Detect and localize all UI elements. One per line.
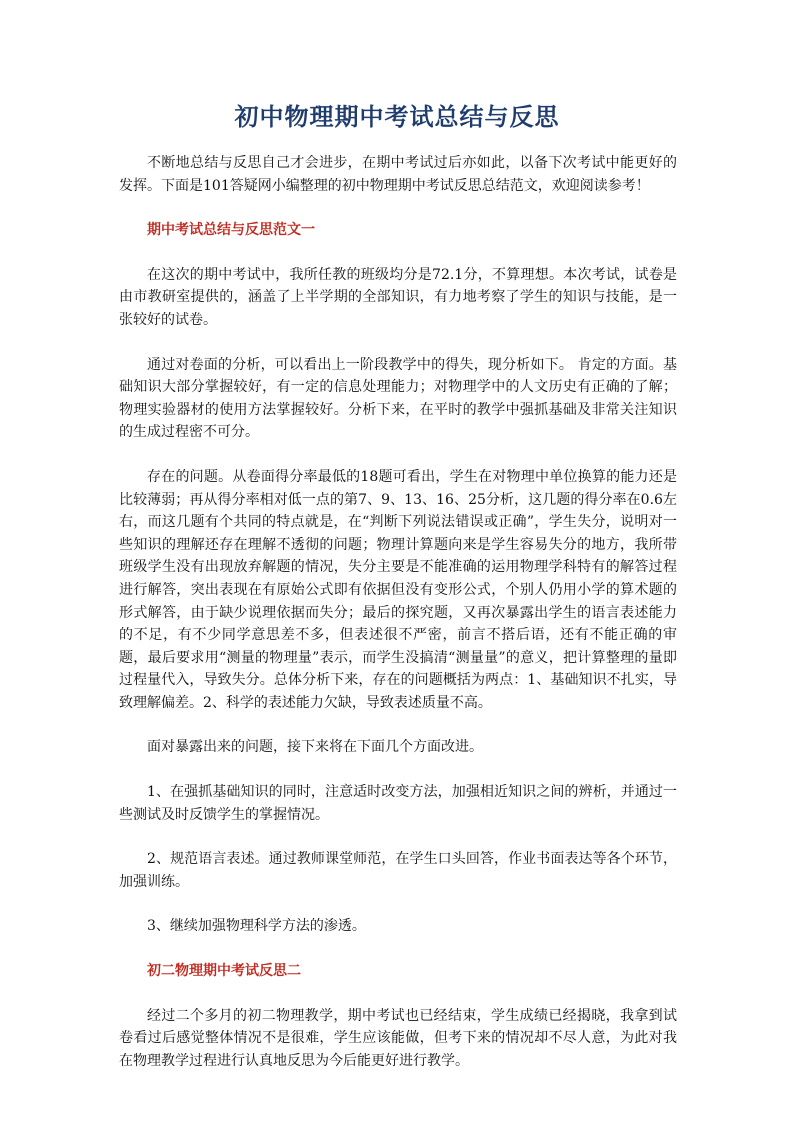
section1-paragraph: 2、规范语言表述。通过教师课堂师范，在学生口头回答，作业书面表达等各个环节，加强训练。 [119, 851, 677, 890]
section2-paragraph: 经过二个多月的初二物理教学，期中考试也已经结束，学生成绩已经揭晓，我拿到试卷看过后感觉整体情况不是很难，学生应该能做，但考下来的情况却不尽人意，为此对我在物理教学过程进行认真地反思为今后能更好进行教学。 [119, 1007, 677, 1069]
section1-paragraph: 在这次的期中考试中，我所任教的班级均分是72.1分，不算理想。本次考试，试卷是由市教研室提供的，涵盖了上半学期的全部知识，有力地考察了学生的知识与技能，是一张较好的试卷。 [119, 266, 677, 328]
section1-paragraph: 面对暴露出来的问题，接下来将在下面几个方面改进。 [147, 739, 483, 756]
document-title: 初中物理期中考试总结与反思 [234, 102, 560, 131]
section-heading-1: 期中考试总结与反思范文一 [147, 222, 315, 239]
section1-paragraph: 3、继续加强物理科学方法的渗透。 [147, 918, 366, 935]
section-heading-2: 初二物理期中考试反思二 [147, 963, 301, 980]
section1-paragraph: 存在的问题。从卷面得分率最低的18题可看出，学生在对物理中单位换算的能力还是比较薄弱；再从得分率相对低一点的第7、9、13、16、25分析，这几题的得分率在0.6左右，而这几题有个共同的特点就是，在“判断下列说法错误或正确”，学生失分，说明对一些知识的理解还存在理解不透彻的问题；物理计算题向来是学生容易失分的地方，我所带班级学生没有出现放弃解题的情况，失分主要是不能准确的运用物理学科特有的解答过程进行解答，突出表现在有原始公式即有依据但没有变形公式，个别人仍用小学的算术题的形式解答，由于缺少说理依据而失分；最后的探究题，又再次暴露出学生的语言表述能力的不足，有不少同学意思差不多，但表述很不严密，前言不搭后语，还有不能正确的审题，最后要求用“测量的物理量”表示，而学生没搞清“测量量”的意义，把计算整理的量即过程量代入，导致失分。总体分析下来，存在的问题概括为两点：1、基础知识不扎实，导致理解偏差。2、科学的表述能力欠缺，导致表述质量不高。 [119, 468, 677, 711]
section1-paragraph: 1、在强抓基础知识的同时，注意适时改变方法，加强相近知识之间的辨析，并通过一些测试及时反馈学生的掌握情况。 [119, 784, 677, 823]
section1-paragraph: 通过对卷面的分析，可以看出上一阶段教学中的得失，现分析如下。 肯定的方面。基础知识大部分掌握较好，有一定的信息处理能力；对物理学中的人文历史有正确的了解；物理实验器材的使用方法掌握较好。分析下来，在平时的教学中强抓基础及非常关注知识的生成过程密不可分。 [119, 356, 677, 441]
document-body [119, 152, 677, 1094]
intro-paragraph: 不断地总结与反思自己才会进步，在期中考试过后亦如此，以备下次考试中能更好的发挥。下面是101答疑网小编整理的初中物理期中考试反思总结范文，欢迎阅读参考！ [119, 155, 677, 194]
